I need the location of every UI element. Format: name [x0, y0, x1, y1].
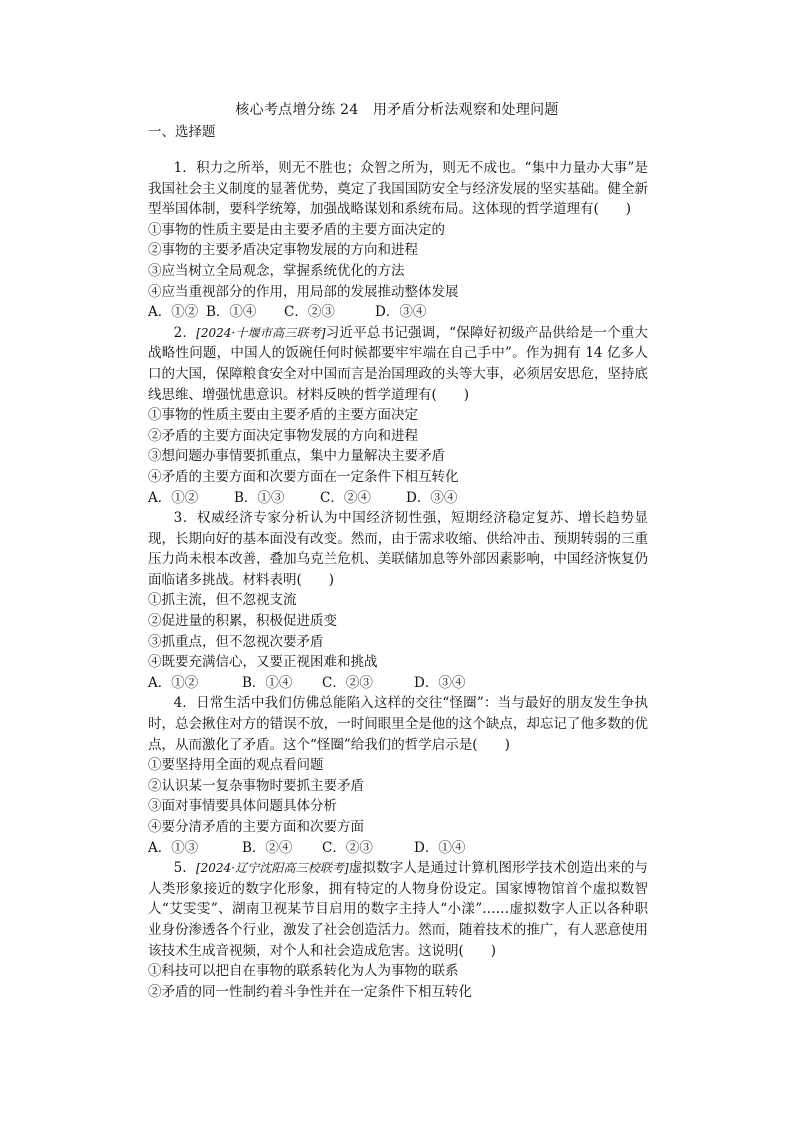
choice-a: A．①②	[148, 489, 199, 506]
option-item: ②矛盾的同一性制约着斗争性并在一定条件下相互转化	[148, 983, 472, 1000]
question-number: 2．	[173, 324, 197, 341]
choice-c: C．②③	[322, 839, 373, 856]
page-title: 核心考点增分练 24 用矛盾分析法观察和处理问题	[235, 102, 559, 118]
question-text: 虚拟数字人是通过计算机图形学技术创造出来的与人类形象接近的数字化形象，拥有特定的人物身份设定。国家博物馆首个虚拟数智人“艾雯雯”、湖南卫视某节目启用的数字主持人“小漾”……虚拟数字人正以各种职业身份渗透各个行业，激发了社会创造活力。然而，随着技术的推广，有人恶意使用该技术生成音视频，对个人和社会造成危害。这说明( )	[148, 860, 649, 959]
option-item: ④应当重视部分的作用，用局部的发展推动整体发展	[148, 283, 459, 300]
source-tag: [2024·十堰市高三联考]	[196, 325, 326, 340]
answer-choices	[148, 838, 648, 859]
source-tag: [2024·辽宁沈阳高三校联考]	[195, 861, 349, 876]
option-item: ③想问题办事情要抓重点，集中力量解决主要矛盾	[148, 448, 445, 465]
choice-d: D．③④	[414, 674, 466, 691]
choice-a: A．①②	[148, 674, 199, 691]
question-stem	[148, 858, 648, 961]
option-item: ②促进量的积累，积极促进质变	[148, 613, 337, 630]
choice-b: B．①④	[206, 304, 257, 321]
option-item: ②事物的主要矛盾决定事物发展的方向和进程	[148, 242, 418, 259]
option-item: ①事物的性质主要由主要矛盾的主要方面决定	[148, 407, 418, 424]
question-stem: 4．日常生活中我们仿佛总能陷入这样的交往“怪圈”：当与最好的朋友发生争执时，总会揪住对方的错误不放，一时间眼里全是他的这个缺点，却忘记了他多数的优点，从而激化了矛盾。这个“怪圈”给我们的哲学启示是( )	[148, 695, 648, 753]
choice-c: C．②③	[322, 674, 373, 691]
option-item: ③抓重点，但不忽视次要矛盾	[148, 633, 324, 650]
option-item: ①要坚持用全面的观点看问题	[148, 757, 324, 774]
option-item: ④既要充满信心，又要正视困难和挑战	[148, 654, 378, 671]
question-stem: 1．积力之所举，则无不胜也；众智之所为，则无不成也。“集中力量办大事”是我国社会主义制度的显著优势，奠定了我国国防安全与经济发展的坚实基础。健全新型举国体制，要科学统筹，加强战略谋划和系统布局。这体现的哲学道理有( )	[148, 160, 648, 218]
question-stem: 3．权威经济专家分析认为中国经济韧性强，短期经济稳定复苏、增长趋势显现，长期向好的基本面没有改变。然而，由于需求收缩、供给冲击、预期转弱的三重压力尚未根本改善，叠加乌克兰危机、美联储加息等外部因素影响，中国经济恢复仍面临诸多挑战。材料表明( )	[148, 510, 648, 588]
option-item: ④要分清矛盾的主要方面和次要方面	[148, 819, 364, 835]
choice-a: A．①②	[148, 304, 199, 321]
answer-choices	[148, 302, 648, 323]
option-item: ①抓主流，但不忽视支流	[148, 592, 297, 609]
answer-choices	[148, 488, 648, 509]
answer-choices	[148, 673, 648, 694]
section-heading: 一、选择题	[148, 124, 216, 140]
option-item: ②矛盾的主要方面决定事物发展的方向和进程	[148, 427, 418, 444]
choice-d: D．③④	[375, 304, 427, 321]
choice-d: D．③④	[406, 489, 458, 506]
option-item: ③应当树立全局观念，掌握系统优化的方法	[148, 262, 405, 279]
choice-d: D．①④	[414, 839, 466, 856]
question-number: 5．	[173, 860, 196, 877]
choice-c: C．②④	[320, 489, 371, 506]
option-item: ①事物的性质主要是由主要矛盾的主要方面决定的	[148, 221, 445, 238]
question-1	[148, 158, 648, 323]
question-text: 习近平总书记强调，“保障好初级产品供给是一个重大战略性问题，中国人的饭碗任何时候都要牢牢端在自己手中”。作为拥有 14 亿多人口的大国，保障粮食安全对中国而言是治国理政的头等大事，必须居安思危，坚持底线思维、增强忧患意识。材料反映的哲学道理有( )	[148, 324, 649, 403]
question-stem	[148, 323, 648, 405]
choice-a: A．①③	[148, 839, 199, 856]
question-2	[148, 323, 648, 508]
choice-b: B．①③	[234, 489, 285, 506]
option-item: ①科技可以把自在事物的联系转化为人为事物的联系	[148, 963, 459, 980]
option-item: ③面对事情要具体问题具体分析	[148, 798, 337, 815]
option-item: ②认识某一复杂事物时要抓主要矛盾	[148, 777, 364, 794]
question-5	[148, 858, 648, 1002]
option-item: ④矛盾的主要方面和次要方面在一定条件下相互转化	[148, 468, 459, 485]
choice-b: B．①④	[242, 674, 293, 691]
question-list	[148, 158, 648, 1002]
question-4	[148, 693, 648, 858]
question-3	[148, 508, 648, 693]
choice-c: C．②③	[284, 304, 335, 321]
choice-b: B．②④	[242, 839, 293, 856]
